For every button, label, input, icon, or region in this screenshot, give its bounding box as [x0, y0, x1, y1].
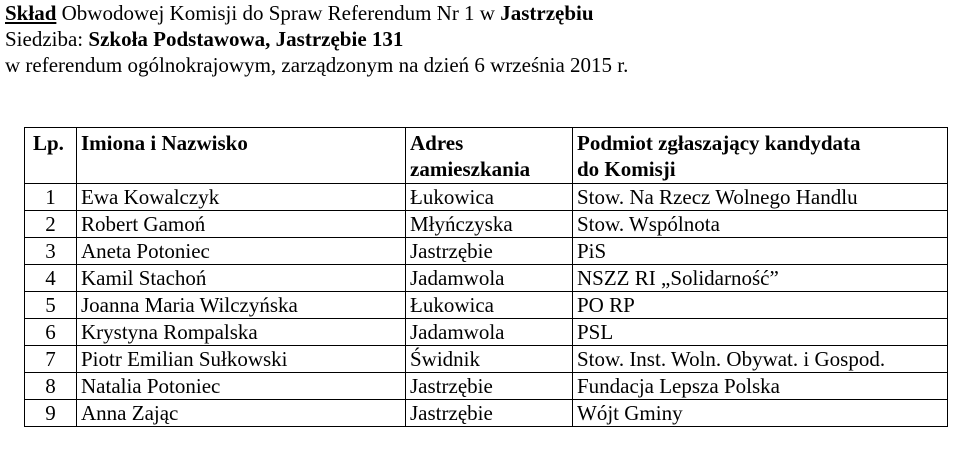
header-seat-line: [5, 26, 628, 52]
table-row: [25, 373, 948, 400]
cell-address: Jadamwola: [406, 319, 573, 346]
column-header-address-line1: Adres: [410, 131, 464, 155]
cell-address: Łukowica: [406, 184, 573, 211]
table-row: [25, 292, 948, 319]
cell-lp: 4: [25, 265, 77, 292]
column-header-submitter-line2: do Komisji: [577, 157, 676, 181]
table-row: [25, 265, 948, 292]
column-header-submitter: [573, 128, 948, 184]
header-referendum-line: w referendum ogólnokrajowym, zarządzonym na dzień 6 września 2015 r.: [5, 53, 629, 77]
cell-name: Aneta Potoniec: [77, 238, 406, 265]
cell-submitter: Wójt Gminy: [573, 400, 948, 427]
header-seat-label: Siedziba:: [5, 27, 89, 51]
cell-address: Jadamwola: [406, 265, 573, 292]
cell-lp: 9: [25, 400, 77, 427]
cell-name: Kamil Stachoń: [77, 265, 406, 292]
cell-name: Krystyna Rompalska: [77, 319, 406, 346]
cell-name: Robert Gamoń: [77, 211, 406, 238]
cell-lp: 7: [25, 346, 77, 373]
cell-lp: 6: [25, 319, 77, 346]
table-header-row: [25, 128, 948, 184]
column-header-name: Imiona i Nazwisko: [77, 128, 406, 184]
cell-name: Anna Zając: [77, 400, 406, 427]
cell-name: Ewa Kowalczyk: [77, 184, 406, 211]
column-header-address-line2: zamieszkania: [410, 157, 531, 181]
header-title-line: [5, 0, 628, 26]
header-place: Jastrzębiu: [500, 1, 594, 25]
cell-submitter: Stow. Wspólnota: [573, 211, 948, 238]
committee-table: [24, 127, 948, 427]
cell-name: Piotr Emilian Sułkowski: [77, 346, 406, 373]
cell-submitter: Stow. Na Rzecz Wolnego Handlu: [573, 184, 948, 211]
column-header-submitter-line1: Podmiot zgłaszający kandydata: [577, 131, 861, 155]
header-seat-value: Szkoła Podstawowa, Jastrzębie 131: [88, 27, 404, 51]
table-row: [25, 346, 948, 373]
cell-address: Świdnik: [406, 346, 573, 373]
cell-lp: 5: [25, 292, 77, 319]
header-title-text: Obwodowej Komisji do Spraw Referendum Nr 1 w: [56, 1, 501, 25]
column-header-address: [406, 128, 573, 184]
cell-address: Łukowica: [406, 292, 573, 319]
cell-lp: 3: [25, 238, 77, 265]
table-row: [25, 400, 948, 427]
cell-address: Jastrzębie: [406, 373, 573, 400]
cell-submitter: PSL: [573, 319, 948, 346]
cell-lp: 2: [25, 211, 77, 238]
cell-address: Jastrzębie: [406, 400, 573, 427]
cell-submitter: Stow. Inst. Woln. Obywat. i Gospod.: [573, 346, 948, 373]
cell-submitter: PO RP: [573, 292, 948, 319]
cell-lp: 8: [25, 373, 77, 400]
table-row: [25, 211, 948, 238]
cell-name: Natalia Potoniec: [77, 373, 406, 400]
cell-address: Młyńczyska: [406, 211, 573, 238]
cell-name: Joanna Maria Wilczyńska: [77, 292, 406, 319]
table-row: [25, 184, 948, 211]
table-row: [25, 319, 948, 346]
cell-address: Jastrzębie: [406, 238, 573, 265]
cell-submitter: PiS: [573, 238, 948, 265]
cell-lp: 1: [25, 184, 77, 211]
table-row: [25, 238, 948, 265]
column-header-lp: Lp.: [25, 128, 77, 184]
cell-submitter: Fundacja Lepsza Polska: [573, 373, 948, 400]
header-sklad-word: Skład: [5, 1, 57, 25]
cell-submitter: NSZZ RI „Solidarność”: [573, 265, 948, 292]
document-header: [5, 0, 628, 78]
